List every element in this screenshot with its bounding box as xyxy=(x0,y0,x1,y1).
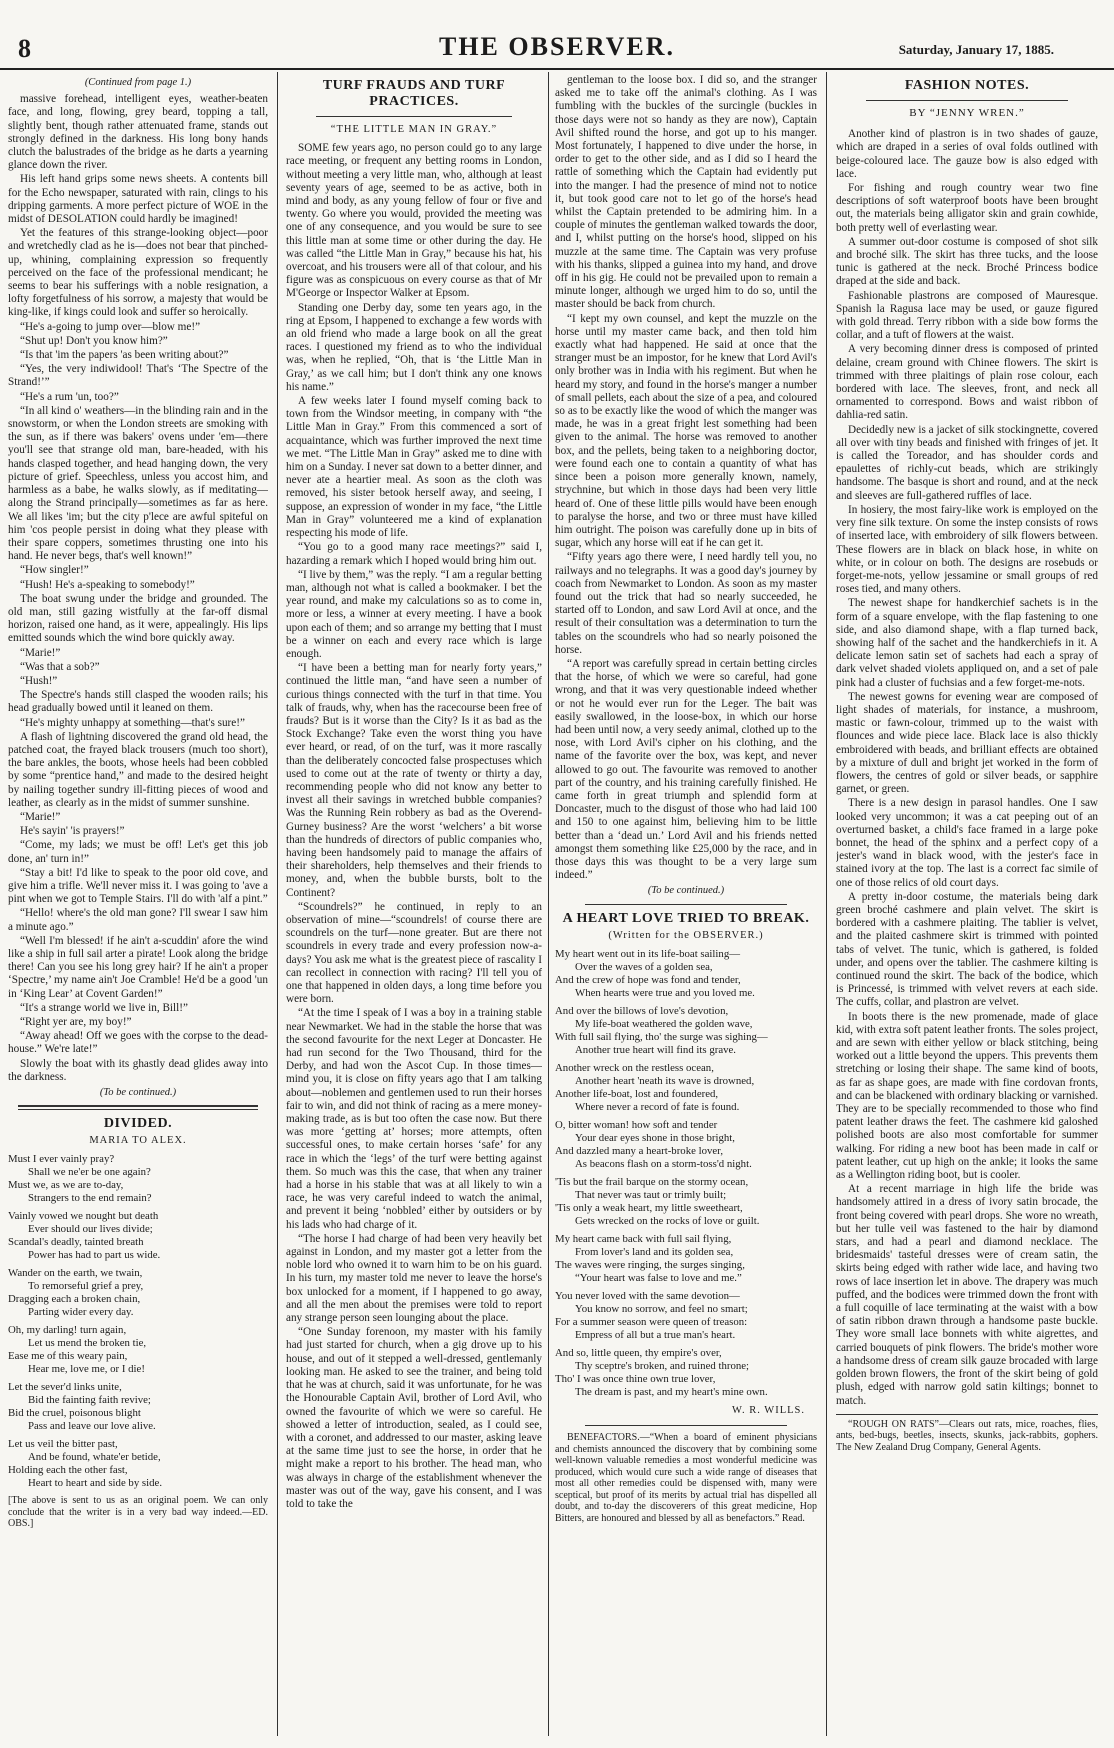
paragraph: His left hand grips some news sheets. A contents bill for the Echo newspaper, saturated with rain, clings to his dripping garments. A more perfect picture of WOE in the midst of DESOLATION could hardly be imagined! xyxy=(8,173,268,226)
paragraph: “You go to a good many race meetings?” said I, hazarding a remark which I hoped would bring him out. xyxy=(286,541,542,567)
paragraph: In hosiery, the most fairy-like work is employed on the very fine silk texture. On some the instep consists of rows of inserted lace, with embroidery of silk flowers between. These flowers are in black on black hose, in white on white, or in colour on both. The designs are rosebuds or forget-me-nots, yellow jessamine or small groups of red roses tied, and many others. xyxy=(836,503,1098,596)
stanza xyxy=(8,1153,268,1205)
poem-line: Shall we ne'er be one again? xyxy=(28,1166,151,1179)
poem-line: Scandal's deadly, tainted breath xyxy=(8,1236,144,1249)
paragraph: A flash of lightning discovered the grand old head, the patched coat, the frayed black trousers (much too short), the bare ankles, the boots, whose heels had been cobbled by some “prentice hand,” and made to the desired height by nailing together sundry ill-fitting pieces of wood and leather, as clearly as in the midst of summer sunshine. xyxy=(8,730,268,809)
stanza xyxy=(8,1438,268,1490)
poem-line: Let us veil the bitter past, xyxy=(8,1438,118,1451)
continued-from-note: (Continued from page 1.) xyxy=(84,77,192,88)
paragraph: A summer out-door costume is composed of shot silk and broché silk. The skirt has three tucks, and the loose tunic is gathered at the neck. Broché Princess bodice draped at the side and back. xyxy=(836,235,1098,288)
column-rule xyxy=(548,72,549,1736)
poem-line: Holding each the other fast, xyxy=(8,1464,128,1477)
paragraph: Fashionable plastrons are composed of Mauresque. Spanish la Ragusa lace may be used, or gauze figured with gold thread. Terry ribbon with a side bow forms the collar, and a tuft of flowers at the waist. xyxy=(836,289,1098,342)
paragraph: “Was that a sob?” xyxy=(20,660,100,673)
poem-line: Vainly vowed we nought but death xyxy=(8,1210,159,1223)
paragraph: “It's a strange world we live in, Bill!” xyxy=(20,1001,188,1014)
paragraph: SOME few years ago, no person could go to any large race meeting, or frequent any betting rooms in London, without meeting a very little man, who, although at least seventy years of age, seemed to be as active, both in mind and body, as any young fellow of four or five and twenty. Go where you would, provided the meeting was one of any consequence, and you would be sure to see this little man at some time or other during the day. He was called “the Little Man in Gray,” because his hat, his overcoat, and his trousers were all of that colour, and his figure was as conspicuous on every course as that of Mr M'George or Inspector Walker at Epsom. xyxy=(286,142,542,300)
stanza xyxy=(555,1233,817,1285)
stanza xyxy=(555,1176,817,1228)
paragraph: “He's a-going to jump over—blow me!” xyxy=(20,320,201,333)
paragraph: gentleman to the loose box. I did so, and the stranger asked me to take off the animal's clothing. As I was fumbling with the buckles of the surcingle (buckles in those days were not so handy as they are now), Captain Avil shifted round the horse, and got up to his manger. Most fortunately, I happened to dive under the horse, in order to get to the other side, and as I did so I heard the rattle of something which the Captain had evidently put into the manger. I had the presence of mind not to notice it, but took good care not to let go of the horse's head whilst the Captain pretended to be admiring him. In a couple of minutes the gentleman walked towards the door, and I, whilst putting on the horse's hood, slipped on his muzzle at the same time. The Captain was very profuse with his thanks, slipped a guinea into my hand, and drove off in his gig. He could not be prevailed upon to remain a minute longer, although we urged him to do so, until the master should be back from church. xyxy=(555,74,817,311)
poem-line: Empress of all but a true man's heart. xyxy=(575,1328,736,1341)
poem-line: Let the sever'd links unite, xyxy=(8,1381,122,1394)
stanza xyxy=(555,1119,817,1171)
poem-line: You know no sorrow, and feel no smart; xyxy=(575,1302,748,1315)
poem-line: The waves were ringing, the surges singing, xyxy=(555,1258,745,1271)
paragraph: “Come, my lads; we must be off! Let's get this job done, an' turn in!” xyxy=(8,839,268,865)
paragraph: A pretty in-door costume, the materials being dark green broché cashmere and plain velvet. The skirt is bordered with a cashmere plaiting. The tablier is velvet, and the plaited cashmere skirt is trimmed with pointed tabs of velvet. The tunic, which is gathered, is folded under, and opens over the tablier. The cashmere kilting is continued round the skirt. The back of the bodice, which is Princessé, is trimmed with velvet revers at each side. The cuffs, collar, and plastron are velvet. xyxy=(836,890,1098,1009)
article-subtitle: “THE LITTLE MAN IN GRAY.” xyxy=(330,124,498,135)
poem-line: Pass and leave our love alive. xyxy=(28,1420,156,1433)
divider xyxy=(585,904,787,905)
paragraph: “Marie!” xyxy=(20,810,61,823)
newspaper-title: THE OBSERVER. xyxy=(438,32,676,61)
paragraph: “Hush!” xyxy=(20,674,58,687)
poem-line: Hear me, love me, or I die! xyxy=(28,1363,145,1376)
poem-line: Oh, my darling! turn again, xyxy=(8,1324,127,1337)
poem-line: Strangers to the end remain? xyxy=(28,1192,152,1205)
paragraph: massive forehead, intelligent eyes, weather-beaten face, and long, flowing, grey beard, topping a tall, slightly bent, though rather attenuated frame, stands out strongly defined in the darkness. His long bony hands clutch the balustrades of the bridge as he darts a yearning glance down the river. xyxy=(8,93,268,172)
poem-line: 'Tis but the frail barque on the stormy ocean, xyxy=(555,1175,749,1188)
paragraph: A few weeks later I found myself coming back to town from the Windsor meeting, in company with “the Little Man in Gray.” From this commenced a sort of acquaintance, which was further improved the next time we met. “The Little Man in Gray” asked me to dine with him on a Sunday. I never sat down to a better dinner, and never ate a heartier meal. As soon as the cloth was removed, his sister betook herself away, and seeing, I suppose, an expression of wonder in my face, “the Little Man in Gray” volunteered me a kind of explanation respecting his mode of life. xyxy=(286,395,542,540)
paragraph: “Right yer are, my boy!” xyxy=(20,1016,132,1029)
poem-line: Thy sceptre's broken, and ruined throne; xyxy=(575,1359,750,1372)
stanza xyxy=(8,1210,268,1262)
paragraph: The newest shape for handkerchief sachets is in the form of a square envelope, with the flap fastening to one side, and also diamond shape, with a flap turned back, showing half of the sachet and the handkerchiefs in it. A delicate lemon satin set of sachets had each a spray of dark velvet shaded violets appliqued on, and a set of pale pink had a cluster of fuchsias and a few forget-me-nots. xyxy=(836,597,1098,689)
poem-divided xyxy=(8,1153,268,1490)
poem-line: Wander on the earth, we twain, xyxy=(8,1267,143,1280)
paragraph: “Shut up! Don't you know him?” xyxy=(20,334,168,347)
poem-line: Your dear eyes shone in those bright, xyxy=(575,1131,735,1144)
poem-line: The dream is past, and my heart's mine own. xyxy=(575,1385,768,1398)
paragraph: “At the time I speak of I was a boy in a training stable near Newmarket. We had in the stable the horse that was the second favourite for the next Leger at Doncaster. He had run second for the Two Thousand, third for the Derby, and had won the Ascot Cup. In those times—mind you, it is close on fifty years ago that I am talking about—noblemen and gentlemen used to run their horses fair to win, and did not think of racing as a mere money-making trade, as is but too often the case now. But there was more ‘getting at’ horses; more attempts, often successful ones, to make certain horses ‘safe’ for any race in which the ‘legs’ of the turf were betting against them. So much was this the case, that when any trainer had a horse in his stable that was at all likely to win a race, he was very careful indeed to watch the animal, and prevent it being ‘nobbled’ either by outsiders or by his lads who had charge of it. xyxy=(286,1007,542,1231)
poem-line: From lover's land and its golden sea, xyxy=(575,1245,734,1258)
paragraph: The Spectre's hands still clasped the wooden rails; his head gradually bowed until it leaned on them. xyxy=(8,689,268,715)
poem-line: Must we, as we are to-day, xyxy=(8,1179,124,1192)
poem-line: Another heart 'neath its wave is drowned, xyxy=(575,1074,755,1087)
divider xyxy=(316,116,512,117)
paragraph: “I have been a betting man for nearly forty years,” continued the little man, “and have seen a number of curious things connected with the turf in that time. You talk of frauds, why, when has the racecourse been free of frauds? But is it worse than the City? Is it as bad as the Stock Exchange? Take even the worst thing you have ever heard, or read, of on the turf, was it more rascally than the deliberately concocted false prospectuses which used to come out at the rate of twenty or thirty a day, recommending people who did not know any better to invest all their savings in wretched bubble companies? Was the Running Rein robbery as bad as the Overend-Gurney business? Are the worst ‘welchers’ a bit worse than the hundreds of directors of public companies who, having been handsomely paid to manage the affairs of their shareholders, help themselves and their friends to money, and, when the bubble bursts, bolt to the Continent? xyxy=(286,662,542,899)
poem-line: And the crew of hope was fond and tender, xyxy=(555,973,741,986)
paragraph: Yet the features of this strange-looking object—poor and wretchedly clad as he is—does not bear that pinched-up, whining, complaining expression so frequently perceived on the face of the professional mendicant; he seems to bear his sufferings with a noble resignation, a lofty forgetfulness of his sorrow, a majesty that would be king-like, if kings could look and suffer so heroically. xyxy=(8,227,268,319)
article-title: TURF FRAUDS AND TURF PRACTICES. xyxy=(322,78,506,109)
poem-line: Where never a record of fate is found. xyxy=(575,1100,740,1113)
poem-line: My heart came back with full sail flying, xyxy=(555,1232,732,1245)
paragraph: Another kind of plastron is in two shades of gauze, which are draped in a series of oval folds outlined with beige-coloured lace. The gauze bow is also edged with lace. xyxy=(836,128,1098,180)
poem-line: Ease me of this weary pain, xyxy=(8,1350,128,1363)
poem-line: And be found, whate'er betide, xyxy=(28,1451,161,1464)
poem-line: As beacons flash on a storm-toss'd night. xyxy=(575,1157,752,1170)
article-body xyxy=(286,142,542,1511)
paragraph: At a recent marriage in high life the bride was handsomely attired in a dress of ivory satin brocade, the front being covered with pearl drops. She wore no wreath, but her tulle veil was fastened to the hair by diamond stars, and had a pearl and diamond necklace. The bridesmaids' tasteful dresses were of cream satin, the skirts being edged with rather wide lace, and having two rows of lace insertion let in above. The drapery was much puffed, and the bodices were trimmed down the front with a full coquille of lace terminating at the waist with a bow of satin ribbon drawn through a handsome paste buckle. They wore small lace bonnets with white aigrettes, and carried bouquets of pink flowers. The bride's mother wore a handsome dress of cream silk gauze brocaded with large golden brown flowers, the front of the skirt being of gold plush, edged with narrow gold satin kiltings; bonnet to match. xyxy=(836,1183,1098,1407)
poem-line: Parting wider every day. xyxy=(28,1306,134,1319)
column-2 xyxy=(286,74,542,1734)
paragraph: “Well I'm blessed! if he ain't a-scuddin' afore the wind like a ship in full sail arter a pirate! Look along the bridge there! Can you see his long grey hair? If he ain't a proper ‘Spectre,’ my name ain't Joe Cramble! He'd be a good 'un in ‘King Lear’ at Covent Garden!” xyxy=(8,934,268,1000)
poem-line: Dragging each a broken chain, xyxy=(8,1293,141,1306)
paragraph: The boat swung under the bridge and grounded. The old man, still gazing wistfully at the far-off dismal horizon, raised one hand, as it were, appealingly. His lips emitted sounds which the wind bore quickly away. xyxy=(8,592,268,645)
stanza xyxy=(8,1381,268,1433)
stanza xyxy=(8,1267,268,1319)
poem-line: Ever should our lives divide; xyxy=(28,1223,153,1236)
paragraph: “Marie!” xyxy=(20,646,61,659)
benefactors-notice: BENEFACTORS.—“When a board of eminent physicians and chemists announced the discovery that by combining some well-known valuable remedies a most wonderful medicine was produced, which would cure such a wide range of diseases that most all other remedies could be dispensed with, many were sceptical, but proof of its merits by actual trial has dispelled all doubt, and to-day the discoverers of this great medicine, Hop Bitters, are honoured and blessed by all as benefactors.” Read. xyxy=(555,1432,817,1524)
paragraph: “Scoundrels?” he continued, in reply to an observation of mine—“scoundrels! of course there are scoundrels on the turf—none greater. But are there not scoundrels in every trade and every profession now-a-days? You ask me what is the greatest piece of rascality I can recollect in connection with racing? I'll tell you of one that happened in olden days, a long time before you were born. xyxy=(286,900,542,1006)
poem-line: My life-boat weathered the golden wave, xyxy=(575,1017,753,1030)
poem-title: A HEART LOVE TRIED TO BREAK. xyxy=(562,910,810,926)
fashion-notes-body xyxy=(836,128,1098,1408)
poem-line: Must I ever vainly pray? xyxy=(8,1153,115,1166)
poem-line: Bid the cruel, poisonous blight xyxy=(8,1407,141,1420)
poem-signature: W. R. WILLS. xyxy=(732,1404,805,1416)
article-body-continued xyxy=(555,74,817,882)
column-rule xyxy=(277,72,278,1736)
section-title: FASHION NOTES. xyxy=(904,78,1030,93)
advert-rough-on-rats: “ROUGH ON RATS”—Clears out rats, mice, roaches, flies, ants, bed-bugs, beetles, insects, skunks, jack-rabbits, gophers. The New Zealand Drug Company, General Agents. xyxy=(836,1418,1098,1453)
paragraph: “He's mighty unhappy at something—that's sure!” xyxy=(20,716,245,729)
stanza xyxy=(555,948,817,1000)
paragraph: The newest gowns for evening wear are composed of light shades of materials, for instance, a mushroom, mastic or fawn-colour, trimmed up to the waist with flounces and wide piece lace. Black lace is also thickly embroidered with beads, and brilliant effects are obtained by a mixture of dull and bright jet worked in the form of flowers, the centres of gold or silver beads, or sapphire garnet, or green. xyxy=(836,690,1098,796)
poem-line: Another true heart will find its grave. xyxy=(575,1043,737,1056)
paragraph: “One Sunday forenoon, my master with his family had just started for church, when a gig drove up to his house, and out of it stepped a well-dressed, gentlemanly looking man. He asked to see the trainer, and being told that he was at church, said it was unfortunate, for he was the Honourable Captain Avil, brother of Lord Avil, who owned the favourite of which we were so careful. He showed a letter of introduction, sealed, as I could see, with a coronet, and addressed to our master, asking leave at the same time just to see the horse, in order that he might make a report to his brother. The head man, who was always in charge of the establishment whenever the master was out of the way, gave his consent, and I was told to take the xyxy=(286,1326,542,1510)
poem-line: And over the billows of love's devotion, xyxy=(555,1004,729,1017)
poem-line: Bid the fainting faith revive; xyxy=(28,1394,151,1407)
paragraph: “In all kind o' weathers—in the blinding rain and in the snowstorm, or when the London streets are smoking with the sun, as if there was bakers' ovens under 'em—there you'll see that strange old man, bare-headed, with his hands clasped together, and head hanging down, the very picture of grief. Speechless, unless you accost him, and harmless as a babe, he walks slowly, as if meditating—along the Strand principally—sometimes as far as here. We all likes 'im; but the city p'lece are awful spiteful on him 'cos people persist in doing what they please with their spare coppers, sometimes thrusting one into his hand. He never begs, that's well known!” xyxy=(8,404,268,563)
paragraph: Decidedly new is a jacket of silk stockingnette, covered all over with tiny beads and finished with fringes of jet. It is called the Toreador, and has shoulder cords and epaulettes of richly-cut beads, which are strikingly handsome. The basque is short and round, and at the neck and sleeves are full-gathered ruffles of lace. xyxy=(836,423,1098,502)
column-4 xyxy=(836,74,1098,1734)
paragraph: Slowly the boat with its ghastly dead glides away into the darkness. xyxy=(8,1057,268,1083)
poem-line: O, bitter woman! how soft and tender xyxy=(555,1118,718,1131)
paragraph: There is a new design in parasol handles. One I saw looked very uncommon; it was a cat peeping out of an overturned basket, a child's face framed in a large poke bonnet, the head of the sphinx and a perfect copy of a jester's wand in black wood, with the jester's face in stained ivory at the top. The last is a correct fac simile of one of those relics of old court days. xyxy=(836,797,1098,889)
divider xyxy=(836,1414,1098,1415)
poem-title: DIVIDED. xyxy=(103,1116,173,1132)
poem-line: 'Tis only a weak heart, my little sweetheart, xyxy=(555,1201,743,1214)
paragraph: “Is that 'im the papers 'as been writing about?” xyxy=(20,349,229,362)
paragraph: “Stay a bit! I'd like to speak to the poor old cove, and give him a trifle. We'll never miss it. I was going to 'ave a pint when we got to Temple Stairs. I'll do with 'alf a pint.” xyxy=(8,866,268,906)
paragraph: “Fifty years ago there were, I need hardly tell you, no railways and no telegraphs. It was a good day's journey by coach from Newmarket to London. As soon as my master found out the trick that had so nearly succeeded, he started off to London, and saw Lord Avil at once, and the result of their consultation was a determination to turn the tables on the scoundrels who had so nearly poisoned the horse. xyxy=(555,551,817,656)
paragraph: “The horse I had charge of had been very heavily bet against in London, and my master got a letter from the noble lord who owned it to warn him to be on his guard. In his turn, my master told me never to leave the horse's box unlocked for a moment, if I happened to go away, and all the men about the premises were told to report any strange person seen lounging about the place. xyxy=(286,1232,542,1325)
paragraph: “Yes, the very indiwidool! That's ‘The Spectre of the Strand!’” xyxy=(8,363,268,389)
stanza xyxy=(555,1062,817,1114)
poem-line: Power has had to part us wide. xyxy=(28,1249,161,1262)
poem-line: Another life-boat, lost and foundered, xyxy=(555,1087,719,1100)
poem-line: With full sail flying, tho' the surge was sighing— xyxy=(555,1030,768,1043)
editor-note: [The above is sent to us as an original poem. We can only conclude that the writer is in a very bad way indeed.—ED. OBS.] xyxy=(8,1495,268,1530)
poem-line: Over the waves of a golden sea, xyxy=(575,960,713,973)
story-continuation xyxy=(8,93,268,1084)
paragraph: “Hello! where's the old man gone? I'll swear I saw him a minute ago.” xyxy=(8,907,268,933)
paragraph: “How singler!” xyxy=(20,564,89,577)
page-number: 8 xyxy=(18,34,31,63)
poem-line: Another wreck on the restless ocean, xyxy=(555,1061,714,1074)
poem-line: And dazzled many a heart-broke lover, xyxy=(555,1144,724,1157)
poem-line: My heart went out in its life-boat sailing— xyxy=(555,947,741,960)
paragraph: For fishing and rough country wear two fine descriptions of soft waterproof boots have been brought out, the materials being alligator skin and grain cowhide, both pretty well of everlasting wear. xyxy=(836,182,1098,234)
stanza xyxy=(555,1347,817,1399)
stanza xyxy=(555,1005,817,1057)
poem-line: You never loved with the same devotion— xyxy=(555,1289,740,1302)
to-be-continued-note: (To be continued.) xyxy=(99,1087,177,1099)
divider xyxy=(18,1105,258,1110)
divider xyxy=(585,1425,787,1426)
paragraph: “He's a rum 'un, too?” xyxy=(20,390,119,403)
paragraph: “I live by them,” was the reply. “I am a regular betting man, although not what is called a bookmaker. I bet the year round, and make my calculations so as to come in, more or less, a winner at every meeting. I have a book upon each of them; and so arrange my betting that I must be a winner on each and every race which is large enough. xyxy=(286,568,542,660)
poem-line: Tho' I was once thine own true lover, xyxy=(555,1372,716,1385)
poem-line: That never was taut or trimly built; xyxy=(575,1188,727,1201)
column-1 xyxy=(8,74,268,1734)
to-be-continued-note: (To be continued.) xyxy=(647,885,725,897)
paragraph: He's sayin' 'is prayers!” xyxy=(20,825,125,838)
poem-line: For a summer season were queen of treason: xyxy=(555,1315,748,1328)
poem-line: Gets wrecked on the rocks of love or guilt. xyxy=(575,1214,760,1227)
paragraph: “A report was carefully spread in certain betting circles that the horse, of which we were so careful, had gone wrong, and that it was very questionable indeed whether or not he would ever run for the Leger. The bait was easily swallowed, in the loose-box, in which our horse had been until now, a very seedy animal, clothed up to the nose, with Lord Avil's cipher on his clothing, and the name of the favorite over the box, was kept, and never allowed to go out. The favourite was removed to another part of the country, and his training carefully finished. He came forth in great triumph and splendid form at Doncaster, much to the disgust of those who had laid 100 and 150 to one against him, believing him to be little better than a ‘dead un.’ Lord Avil and his friends netted amongst them something like £25,000 by the race, and in those days this was thought to be a very large sum indeed.” xyxy=(555,657,817,882)
paragraph: “I kept my own counsel, and kept the muzzle on the horse until my master came back, and then told him exactly what had happened. He said at once that the stranger must be an impostor, for he knew that Lord Avil's only brother was in India with his regiment. But when he heard my story, and found in the horse's manger a number of small pellets, each about the size of a pea, and coloured so as to be exactly like the wood of which the manger was made, he was in a great fright lest something had been given to the animal. The horse was removed to another box, and the pellets, being taken to a neighboring doctor, were found each one to contain a quantity of what has since been a poison more generally known, namely, strychnine, but which in those days had been very little heard of. One of these little pills would have been enough to paralyse the horse, and two or three must have killed him outright. The poison was carefully done up in bits of sugar, which any horse will eat if he can get it. xyxy=(555,312,817,550)
column-rule xyxy=(826,72,827,1736)
issue-date: Saturday, January 17, 1885. xyxy=(898,42,1054,57)
masthead xyxy=(0,0,1114,70)
paragraph: In boots there is the new promenade, made of glace kid, with extra soft patent leather fronts. The soles project, and are sewn with either yellow or black stitching, being worked out a little beyond the uppers. This prevents them stretching or losing their shape. The same kind of boots, as far as shape goes, are made with fine cordovan fronts, and can be blackened with ordinary blacking or varnished. They are to be specially recommended to those who find patent leather draws the feet. The cashmere kid galoshed polished boots are also most comfortable for summer walking. For riding a new boot has been made in calf or patent leather, cut up high on the ankle; it looks the same as a Wellington riding boot, but is cooler. xyxy=(836,1010,1098,1182)
divider xyxy=(866,100,1068,101)
poem-line: Heart to heart and side by side. xyxy=(28,1477,163,1490)
poem-line: “Your heart was false to love and me.” xyxy=(575,1271,742,1284)
paragraph: Standing one Derby day, some ten years ago, in the ring at Epsom, I happened to exchange a few words with an old friend who made a large book on all the great races. I questioned my friend as to who the individual was, when he replied, “Oh, that is ‘the Little Man in Gray,’ as we call him; but I don't think any one knows his name.” xyxy=(286,301,542,393)
poem-subtitle: MARIA TO ALEX. xyxy=(89,1135,187,1147)
paragraph: “Hush! He's a-speaking to somebody!” xyxy=(20,578,195,591)
paragraph: “Away ahead! Off we goes with the corpse to the dead-house.” We're late!” xyxy=(8,1030,268,1056)
poem-line: When hearts were true and you loved me. xyxy=(575,986,755,999)
poem-heart-love xyxy=(555,948,817,1399)
poem-line: To remorseful grief a prey, xyxy=(28,1280,144,1293)
poem-line: And so, little queen, thy empire's over, xyxy=(555,1346,722,1359)
byline: BY “JENNY WREN.” xyxy=(909,107,1025,119)
poem-subtitle: (Written for the OBSERVER.) xyxy=(608,929,764,941)
paragraph: A very becoming dinner dress is composed of printed delaine, cream ground with Chinee flowers. The skirt is trimmed with three plaitings of plain rose colour, each bordered with lace. The sleeves, front, and neck all ornamented to correspond. Bows and waist ribbon of dahlia-red satin. xyxy=(836,343,1098,422)
poem-line: Let us mend the broken tie, xyxy=(28,1337,147,1350)
column-3 xyxy=(555,74,817,1734)
stanza xyxy=(8,1324,268,1376)
stanza xyxy=(555,1290,817,1342)
